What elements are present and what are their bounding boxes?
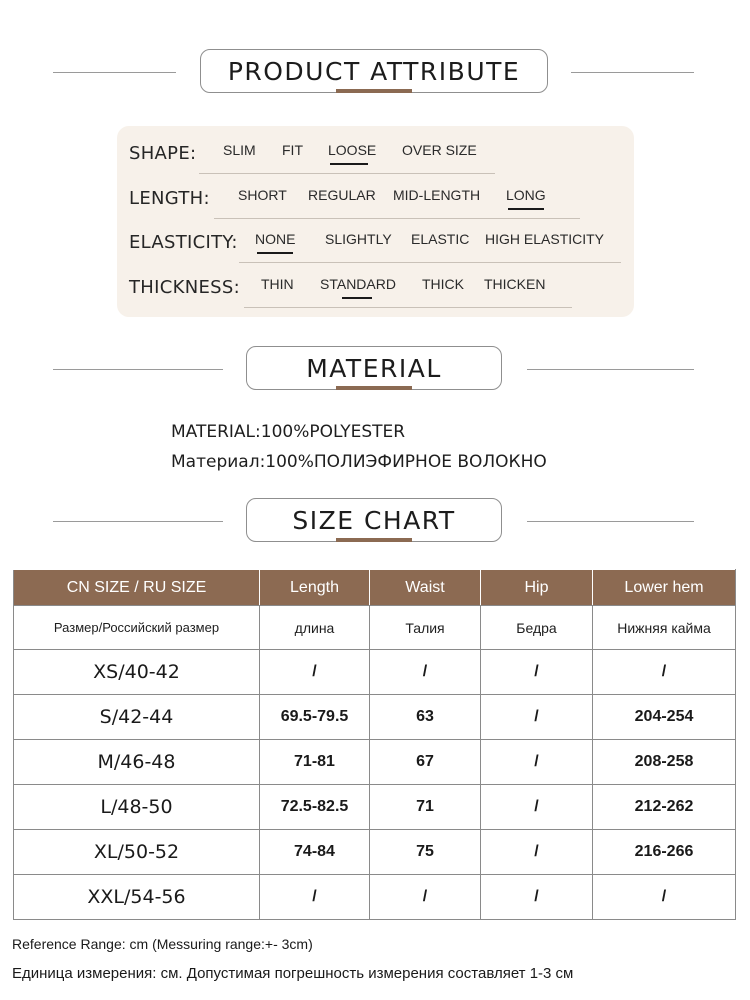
table-cell: 67 xyxy=(370,740,481,785)
attr-option-selected: LOOSE xyxy=(328,142,376,158)
attr-option: SHORT xyxy=(238,187,287,203)
header-cell: Hip xyxy=(481,570,593,606)
attr-option: SLIGHTLY xyxy=(325,231,392,247)
title-accent xyxy=(336,538,412,542)
table-row xyxy=(14,875,736,920)
header-cell: Length xyxy=(260,570,370,606)
attr-option: THICK xyxy=(422,276,464,292)
table-header-row xyxy=(14,570,736,606)
table-cell: 212-262 xyxy=(593,785,736,830)
subheader-cell: длина xyxy=(260,606,370,650)
attr-label: LENGTH: xyxy=(129,188,210,209)
size-chart-header xyxy=(0,498,750,546)
table-row xyxy=(14,785,736,830)
section-title: MATERIAL xyxy=(246,346,502,390)
attribute-panel xyxy=(117,126,634,317)
section-title: SIZE CHART xyxy=(246,498,502,542)
subheader-cell: Размер/Российский размер xyxy=(14,606,260,650)
attr-row-elasticity xyxy=(117,228,634,258)
size-cell: L/48-50 xyxy=(14,785,260,830)
table-cell: 74-84 xyxy=(260,830,370,875)
attr-option: SLIM xyxy=(223,142,256,158)
header-cell: Lower hem xyxy=(593,570,736,606)
table-cell: / xyxy=(593,650,736,695)
title-accent xyxy=(336,386,412,390)
table-cell: / xyxy=(370,650,481,695)
table-cell: 72.5-82.5 xyxy=(260,785,370,830)
attr-option-selected: NONE xyxy=(255,231,295,247)
table-subheader-row xyxy=(14,606,736,650)
attr-option: THICKEN xyxy=(484,276,546,292)
table-cell: / xyxy=(370,875,481,920)
table-row xyxy=(14,650,736,695)
material-header xyxy=(0,346,750,394)
table-row xyxy=(14,695,736,740)
subheader-cell: Талия xyxy=(370,606,481,650)
subheader-cell: Бедра xyxy=(481,606,593,650)
table-cell: 63 xyxy=(370,695,481,740)
size-cell: S/42-44 xyxy=(14,695,260,740)
table-cell: / xyxy=(593,875,736,920)
attr-row-shape xyxy=(117,139,634,169)
size-cell: XXL/54-56 xyxy=(14,875,260,920)
divider-line xyxy=(53,72,176,73)
reference-note-en: Reference Range: cm (Messuring range:+- 3cm) xyxy=(12,936,313,952)
divider-line xyxy=(53,521,223,522)
table-cell: / xyxy=(260,875,370,920)
divider-line xyxy=(53,369,223,370)
table-cell: / xyxy=(481,695,593,740)
attr-option: HIGH ELASTICITY xyxy=(485,231,605,247)
attr-option: THIN xyxy=(261,276,294,292)
table-row xyxy=(14,740,736,785)
attr-option: MID-LENGTH xyxy=(393,187,481,203)
table-row xyxy=(14,830,736,875)
divider-line xyxy=(571,72,694,73)
attr-row-thickness xyxy=(117,273,634,303)
table-cell: 204-254 xyxy=(593,695,736,740)
attr-underline xyxy=(214,218,580,219)
table-cell: / xyxy=(481,785,593,830)
attr-option: OVER SIZE xyxy=(402,142,477,158)
table-cell: / xyxy=(481,650,593,695)
table-cell: / xyxy=(481,830,593,875)
size-cell: XL/50-52 xyxy=(14,830,260,875)
attr-underline xyxy=(244,307,572,308)
size-cell: M/46-48 xyxy=(14,740,260,785)
table-cell: 71-81 xyxy=(260,740,370,785)
attr-label: ELASTICITY: xyxy=(129,232,238,253)
attr-option-selected: STANDARD xyxy=(320,276,396,292)
subheader-cell: Нижняя кайма xyxy=(593,606,736,650)
attr-option: ELASTIC xyxy=(411,231,470,247)
header-cell: Waist xyxy=(370,570,481,606)
attr-underline xyxy=(199,173,495,174)
header-cell: CN SIZE / RU SIZE xyxy=(14,570,260,606)
product-attribute-header xyxy=(0,49,750,97)
attr-label: THICKNESS: xyxy=(129,277,240,298)
table-cell: / xyxy=(481,740,593,785)
reference-note-ru: Единица измерения: см. Допустимая погрешность измерения составляет 1-3 см xyxy=(12,965,574,982)
table-cell: 69.5-79.5 xyxy=(260,695,370,740)
material-line-en: MATERIAL:100%POLYESTER xyxy=(171,422,406,442)
title-accent xyxy=(336,89,412,93)
table-cell: 216-266 xyxy=(593,830,736,875)
divider-line xyxy=(527,369,694,370)
table-cell: 208-258 xyxy=(593,740,736,785)
attr-label: SHAPE: xyxy=(129,143,197,164)
attr-row-length xyxy=(117,184,634,214)
material-line-ru: Материал:100%ПОЛИЭФИРНОЕ ВОЛОКНО xyxy=(171,452,547,472)
divider-line xyxy=(527,521,694,522)
attr-option-selected: LONG xyxy=(506,187,546,203)
section-title: PRODUCT ATTRIBUTE xyxy=(200,49,548,93)
attr-underline xyxy=(239,262,621,263)
table-cell: 71 xyxy=(370,785,481,830)
table-cell: 75 xyxy=(370,830,481,875)
size-chart-table xyxy=(13,569,736,920)
table-cell: / xyxy=(481,875,593,920)
attr-option: FIT xyxy=(282,142,303,158)
size-cell: XS/40-42 xyxy=(14,650,260,695)
attr-option: REGULAR xyxy=(308,187,376,203)
table-cell: / xyxy=(260,650,370,695)
